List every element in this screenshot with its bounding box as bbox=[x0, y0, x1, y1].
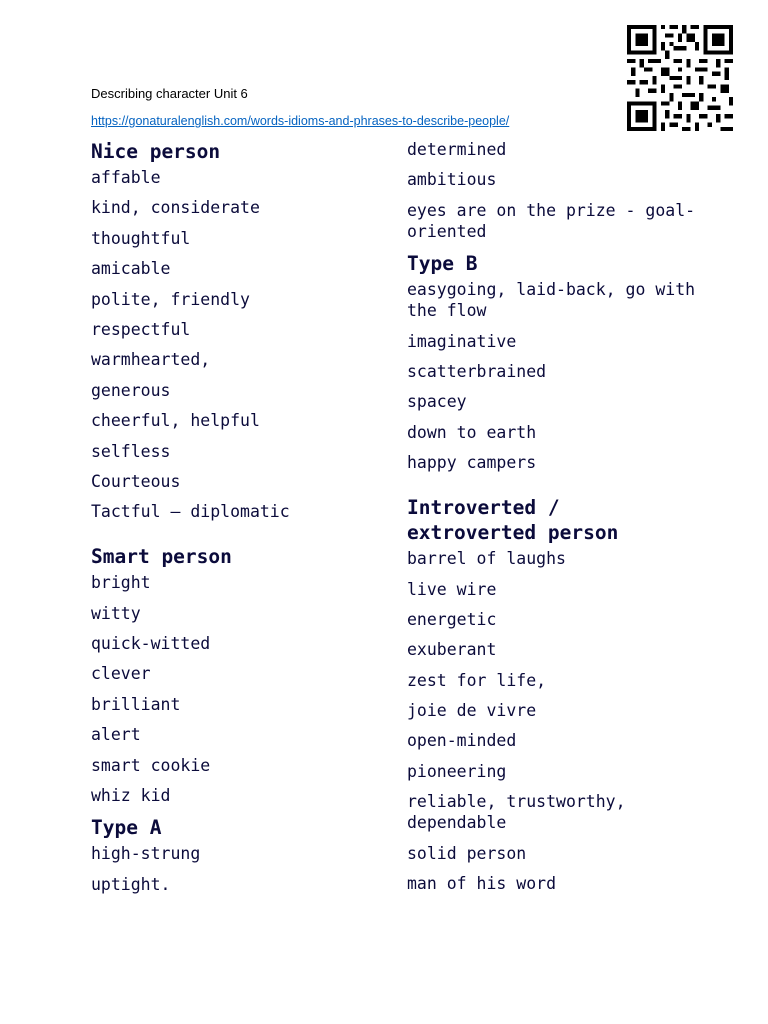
list-item: high-strung bbox=[91, 844, 201, 864]
list-item: solid person bbox=[407, 843, 527, 863]
list-item: ambitious bbox=[407, 170, 497, 190]
qr-code-icon bbox=[624, 25, 736, 131]
list-item: warmhearted, bbox=[91, 350, 211, 370]
right-column bbox=[407, 139, 697, 903]
list-item: Courteous bbox=[91, 471, 181, 491]
list-item: barrel of laughs bbox=[407, 549, 566, 569]
list-item: happy campers bbox=[407, 453, 537, 473]
source-link[interactable]: https://gonaturalenglish.com/words-idioms-and-phrases-to-describe-people/ bbox=[91, 114, 510, 128]
left-column bbox=[91, 139, 391, 904]
list-item: generous bbox=[91, 380, 171, 400]
list-item: live wire bbox=[407, 579, 497, 599]
list-item: imaginative bbox=[407, 331, 517, 351]
section-heading-smart-person: Smart person bbox=[91, 545, 232, 569]
list-item: open-minded bbox=[407, 731, 517, 751]
section-heading-type-b: Type B bbox=[407, 252, 478, 276]
section-heading-type-a: Type A bbox=[91, 816, 162, 840]
list-item: energetic bbox=[407, 609, 497, 629]
list-item: reliable, trustworthy, dependable bbox=[407, 792, 626, 833]
list-item: polite, friendly bbox=[91, 289, 250, 309]
list-item: easygoing, laid-back, go with the flow bbox=[407, 280, 696, 321]
section-heading-introverted-extroverted: Introverted / extroverted person bbox=[407, 496, 619, 545]
list-item: selfless bbox=[91, 441, 171, 461]
list-item: down to earth bbox=[407, 422, 537, 442]
list-item: joie de vivre bbox=[407, 701, 537, 721]
list-item: pioneering bbox=[407, 761, 507, 781]
list-item: cheerful, helpful bbox=[91, 411, 260, 431]
document-title: Describing character Unit 6 bbox=[91, 86, 248, 101]
list-item: affable bbox=[91, 168, 161, 187]
list-item: alert bbox=[91, 725, 141, 745]
list-item: eyes are on the prize - goal-oriented bbox=[407, 200, 696, 241]
list-item: determined bbox=[407, 140, 507, 159]
list-item: spacey bbox=[407, 392, 467, 412]
list-item: whiz kid bbox=[91, 786, 171, 806]
list-item: respectful bbox=[91, 319, 191, 339]
section-heading-nice-person: Nice person bbox=[91, 140, 221, 163]
list-item: exuberant bbox=[407, 640, 497, 660]
list-item: man of his word bbox=[407, 874, 557, 894]
list-item: kind, considerate bbox=[91, 198, 260, 218]
list-item: bright bbox=[91, 573, 151, 593]
list-item: clever bbox=[91, 664, 151, 684]
list-item: scatterbrained bbox=[407, 361, 547, 381]
list-item: zest for life, bbox=[407, 670, 547, 690]
list-item: uptight. bbox=[91, 874, 171, 894]
list-item: Tactful – diplomatic bbox=[91, 502, 290, 522]
list-item: quick-witted bbox=[91, 634, 211, 654]
list-item: witty bbox=[91, 603, 141, 623]
list-item: smart cookie bbox=[91, 755, 211, 775]
list-item: thoughtful bbox=[91, 228, 191, 248]
list-item: amicable bbox=[91, 259, 171, 279]
list-item: brilliant bbox=[91, 694, 181, 714]
